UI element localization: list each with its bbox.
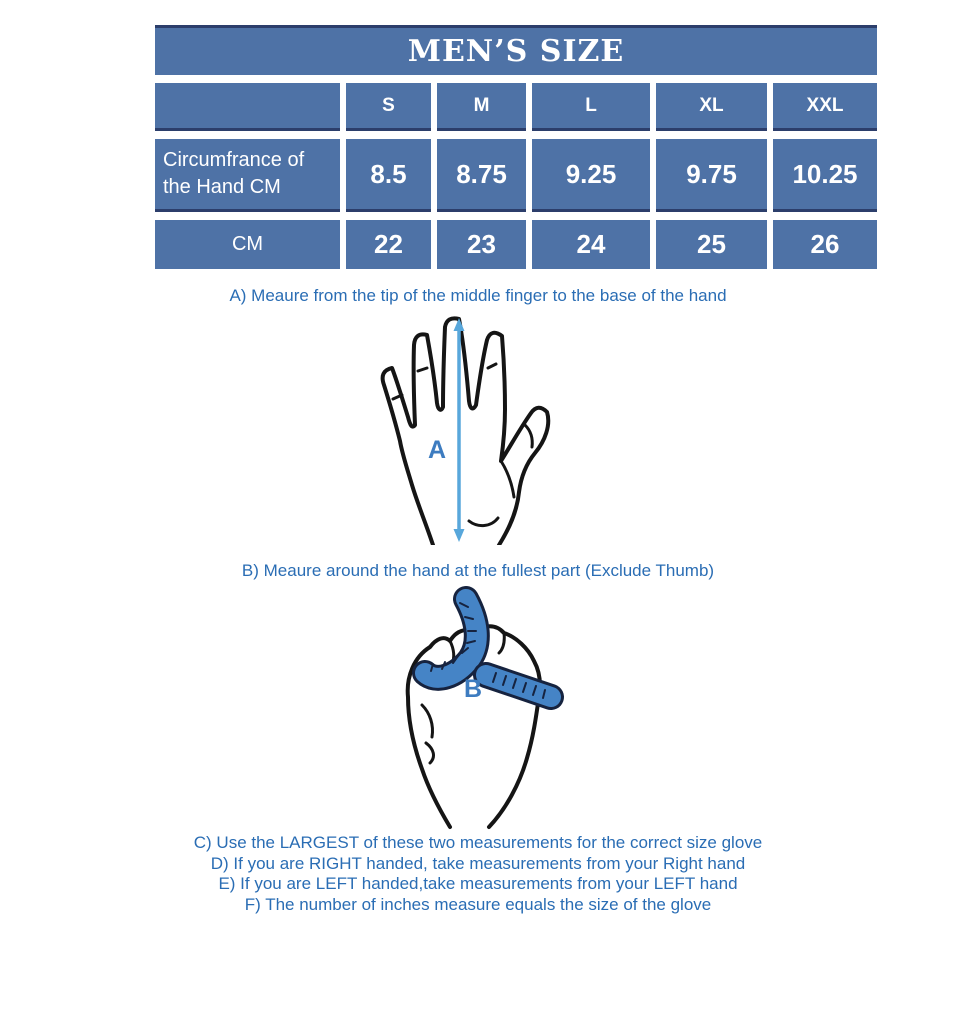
col-header-m: M bbox=[437, 83, 526, 131]
circumference-value-xxl: 10.25 bbox=[773, 139, 877, 212]
circumference-value-l: 9.25 bbox=[532, 139, 650, 212]
size-table-grid bbox=[155, 83, 877, 269]
instruction-a: A) Meaure from the tip of the middle finger to the base of the hand bbox=[229, 286, 727, 305]
diagram-label-b: B bbox=[464, 675, 483, 703]
col-header-s: S bbox=[346, 83, 431, 131]
instruction-d: D) If you are RIGHT handed, take measurements from your Right hand bbox=[210, 853, 746, 873]
cm-value-s: 22 bbox=[346, 220, 431, 269]
circumference-value-xl: 9.75 bbox=[656, 139, 767, 212]
size-table bbox=[155, 25, 877, 269]
fist-diagram bbox=[388, 585, 578, 830]
cm-value-xl: 25 bbox=[656, 220, 767, 269]
row-label-cm: CM bbox=[155, 220, 340, 269]
instruction-f: F) The number of inches measure equals the size of the glove bbox=[244, 894, 712, 914]
cm-value-xxl: 26 bbox=[773, 220, 877, 269]
instruction-e: E) If you are LEFT handed,take measurements from your LEFT hand bbox=[218, 874, 738, 893]
instruction-b: B) Meaure around the hand at the fullest part (Exclude Thumb) bbox=[241, 561, 715, 580]
hand-diagram bbox=[375, 313, 555, 545]
circumference-value-m: 8.75 bbox=[437, 139, 526, 212]
col-header-l: L bbox=[532, 83, 650, 131]
col-header-xxl: XXL bbox=[773, 83, 877, 131]
hand-outline-icon bbox=[383, 318, 549, 545]
cm-value-m: 23 bbox=[437, 220, 526, 269]
instruction-c: C) Use the LARGEST of these two measurements for the correct size glove bbox=[193, 833, 763, 852]
col-header-xl: XL bbox=[656, 83, 767, 131]
instruction-notes bbox=[0, 833, 956, 915]
table-title: MEN’S SIZE bbox=[155, 25, 877, 75]
cm-value-l: 24 bbox=[532, 220, 650, 269]
diagram-label-a: A bbox=[428, 436, 447, 464]
corner-empty-cell bbox=[155, 83, 340, 131]
row-label-circumference: Circumfrance of the Hand CM bbox=[155, 139, 340, 212]
circumference-value-s: 8.5 bbox=[346, 139, 431, 212]
